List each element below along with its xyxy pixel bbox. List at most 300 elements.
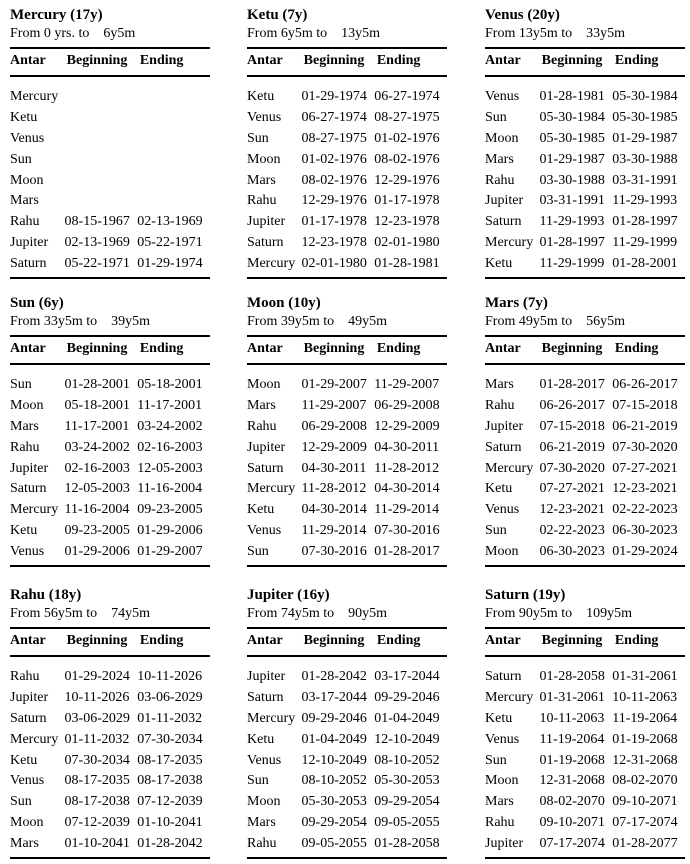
antar-cell: Moon — [485, 130, 519, 146]
table-row — [485, 108, 685, 129]
ending-cell: 11-17-2001 — [137, 397, 203, 413]
range-to: 56y5m — [586, 314, 626, 329]
range-from: From 6y5m to — [247, 26, 328, 41]
antar-cell: Venus — [10, 130, 45, 146]
ending-cell: 01-19-2068 — [612, 731, 678, 747]
table-row — [247, 792, 447, 813]
ending-cell: 03-24-2002 — [137, 418, 203, 434]
antar-cell: Saturn — [247, 460, 284, 476]
table-row — [485, 87, 685, 108]
range-from: From 39y5m to — [247, 314, 335, 329]
beginning-cell — [65, 129, 138, 150]
beginning-cell: 06-21-2019 — [539, 439, 605, 455]
ending-cell: 12-05-2003 — [137, 460, 203, 476]
ending-cell: 01-29-2024 — [612, 544, 678, 560]
ending-cell: 01-04-2049 — [374, 710, 440, 726]
header-antar: Antar — [485, 633, 521, 648]
beginning-cell: 09-29-2054 — [301, 815, 367, 831]
table-row — [10, 254, 210, 275]
table-header — [10, 337, 210, 363]
ending-cell: 05-22-1971 — [137, 235, 203, 251]
antar-cell: Ketu — [485, 481, 513, 497]
antar-cell: Jupiter — [10, 235, 49, 251]
antar-cell: Mercury — [10, 731, 59, 747]
table-row — [247, 834, 447, 855]
ending-cell: 04-30-2011 — [374, 439, 440, 455]
table-row — [247, 150, 447, 171]
period-title: Sun (6y) — [10, 295, 64, 311]
table-row — [10, 87, 210, 108]
beginning-cell: 02-16-2003 — [64, 460, 130, 476]
beginning-cell: 03-31-1991 — [539, 193, 605, 209]
antar-cell: Ketu — [485, 256, 513, 272]
ending-cell: 08-10-2052 — [374, 752, 440, 768]
beginning-cell: 07-30-2034 — [64, 752, 130, 768]
table-row — [485, 813, 685, 834]
table-row — [485, 479, 685, 500]
ending-cell: 01-29-2006 — [137, 523, 203, 539]
ending-cell: 03-17-2044 — [374, 669, 440, 684]
antar-cell: Jupiter — [10, 460, 49, 476]
antar-cell: Rahu — [247, 418, 277, 434]
beginning-cell: 07-30-2020 — [539, 460, 605, 476]
antar-cell: Jupiter — [247, 669, 286, 684]
table-row — [247, 459, 447, 480]
ending-cell — [137, 150, 210, 171]
beginning-cell: 01-29-2007 — [301, 377, 367, 392]
antar-cell: Mars — [10, 193, 39, 209]
antar-cell: Mercury — [485, 235, 534, 251]
ending-cell: 01-28-1997 — [612, 214, 678, 230]
table-row — [485, 212, 685, 233]
ending-cell: 07-30-2034 — [137, 731, 203, 747]
antar-cell: Sun — [10, 377, 32, 392]
ending-cell: 05-18-2001 — [137, 377, 203, 392]
antar-cell: Rahu — [247, 836, 277, 852]
table-row — [485, 375, 685, 396]
table-row — [10, 459, 210, 480]
beginning-cell: 04-30-2011 — [301, 460, 367, 476]
header-antar: Antar — [247, 633, 283, 648]
range-to: 109y5m — [586, 606, 633, 621]
beginning-cell: 12-29-1976 — [301, 193, 367, 209]
table-row — [247, 233, 447, 254]
header-antar: Antar — [10, 53, 46, 68]
beginning-cell: 01-02-1976 — [301, 151, 367, 167]
antar-cell: Rahu — [10, 669, 40, 684]
beginning-cell: 01-28-1981 — [539, 89, 605, 104]
beginning-cell: 01-28-2017 — [539, 377, 605, 392]
beginning-cell: 09-29-2046 — [301, 710, 367, 726]
antar-cell: Sun — [247, 544, 269, 560]
range-to: 49y5m — [348, 314, 388, 329]
table-row — [10, 709, 210, 730]
ending-cell: 03-30-1988 — [612, 151, 678, 167]
table-row — [10, 500, 210, 521]
header-ending: Ending — [376, 341, 421, 356]
period-title: Saturn (19y) — [485, 587, 566, 603]
table-row — [485, 233, 685, 254]
ending-cell: 08-02-2070 — [612, 773, 678, 789]
range-from: From 0 yrs. to — [10, 26, 90, 41]
beginning-cell: 05-30-1985 — [539, 130, 605, 146]
range-to: 6y5m — [103, 26, 136, 41]
period-block — [247, 6, 447, 279]
beginning-cell: 08-17-2035 — [64, 773, 130, 789]
table-rule-bottom — [247, 277, 447, 279]
period-range — [247, 312, 447, 331]
ending-cell: 07-15-2018 — [612, 397, 678, 413]
table-row — [485, 150, 685, 171]
table-row — [485, 500, 685, 521]
header-ending: Ending — [614, 633, 659, 648]
table-row — [247, 191, 447, 212]
ending-cell: 01-11-2032 — [137, 710, 203, 726]
ending-cell: 05-30-2053 — [374, 773, 440, 789]
beginning-cell: 11-19-2064 — [539, 731, 605, 747]
beginning-cell: 02-22-2023 — [539, 523, 605, 539]
ending-cell: 06-21-2019 — [612, 418, 678, 434]
ending-cell: 11-29-2014 — [374, 502, 440, 518]
beginning-cell: 10-11-2063 — [539, 710, 605, 726]
ending-cell: 01-02-1976 — [374, 130, 440, 146]
beginning-cell: 01-31-2061 — [539, 689, 605, 705]
header-beginning: Beginning — [541, 341, 603, 356]
antar-cell: Saturn — [485, 669, 522, 684]
period-title: Mercury (17y) — [10, 7, 103, 23]
table-rule-bottom — [485, 277, 685, 279]
range-from: From 56y5m to — [10, 606, 98, 621]
beginning-cell: 07-27-2021 — [539, 481, 605, 497]
table-row — [485, 171, 685, 192]
beginning-cell: 07-17-2074 — [539, 836, 605, 852]
table-row — [10, 479, 210, 500]
table-row — [485, 129, 685, 150]
ending-cell — [137, 129, 210, 150]
antar-cell: Mars — [485, 151, 514, 167]
period-title: Moon (10y) — [247, 295, 321, 311]
antar-cell: Mercury — [247, 481, 296, 497]
table-row — [247, 688, 447, 709]
antar-cell: Mars — [247, 172, 276, 188]
table-rule-mid — [10, 363, 210, 365]
ending-cell: 07-30-2016 — [374, 523, 440, 539]
antar-cell: Venus — [485, 731, 520, 747]
period-title: Venus (20y) — [485, 7, 560, 23]
table-row — [10, 233, 210, 254]
header-beginning: Beginning — [303, 53, 365, 68]
table-header — [485, 337, 685, 363]
table-header — [485, 49, 685, 75]
header-ending: Ending — [614, 53, 659, 68]
ending-cell: 10-11-2063 — [612, 689, 678, 705]
beginning-cell: 07-12-2039 — [64, 815, 130, 831]
period-block — [485, 294, 685, 567]
antar-cell: Jupiter — [10, 689, 49, 705]
ending-cell: 05-30-1985 — [612, 109, 678, 125]
table-row — [247, 667, 447, 688]
antar-cell: Saturn — [247, 689, 284, 705]
range-to: 74y5m — [111, 606, 151, 621]
ending-cell: 12-29-2009 — [374, 418, 440, 434]
antar-cell: Venus — [10, 773, 45, 789]
period-title: Rahu (18y) — [10, 587, 82, 603]
antar-cell: Venus — [247, 109, 282, 125]
table-row — [485, 459, 685, 480]
table-rule-bottom — [10, 857, 210, 859]
beginning-cell: 01-17-1978 — [301, 214, 367, 230]
antar-cell: Ketu — [10, 752, 38, 768]
header-ending: Ending — [139, 53, 184, 68]
table-row — [485, 730, 685, 751]
antar-cell: Mars — [10, 418, 39, 434]
table-row — [485, 417, 685, 438]
antar-cell: Mars — [485, 794, 514, 810]
table-rule-bottom — [10, 277, 210, 279]
ending-cell: 01-31-2061 — [612, 669, 678, 684]
period-block — [247, 586, 447, 859]
antar-cell: Mercury — [247, 710, 296, 726]
range-from: From 13y5m to — [485, 26, 573, 41]
antar-cell: Mars — [247, 397, 276, 413]
beginning-cell: 06-29-2008 — [301, 418, 367, 434]
antar-cell: Mars — [10, 836, 39, 852]
table-row — [485, 688, 685, 709]
ending-cell: 11-29-1999 — [612, 235, 678, 251]
period-block — [485, 6, 685, 279]
table-row — [10, 834, 210, 855]
beginning-cell: 07-15-2018 — [539, 418, 605, 434]
ending-cell: 11-29-1993 — [612, 193, 678, 209]
table-row — [10, 108, 210, 129]
antar-cell: Jupiter — [485, 193, 524, 209]
range-from: From 33y5m to — [10, 314, 98, 329]
ending-cell: 08-02-1976 — [374, 151, 440, 167]
table-row — [485, 521, 685, 542]
antar-cell: Sun — [10, 151, 32, 167]
header-beginning: Beginning — [66, 341, 128, 356]
table-row — [247, 417, 447, 438]
antar-cell: Sun — [10, 794, 32, 810]
table-row — [485, 751, 685, 772]
beginning-cell: 03-17-2044 — [301, 689, 367, 705]
antar-cell: Rahu — [10, 214, 40, 230]
table-rule-bottom — [485, 857, 685, 859]
beginning-cell — [65, 191, 138, 212]
ending-cell: 03-06-2029 — [137, 689, 203, 705]
ending-cell: 09-05-2055 — [374, 815, 440, 831]
antar-cell: Ketu — [10, 523, 38, 539]
period-title: Ketu (7y) — [247, 7, 308, 23]
period-range — [247, 24, 447, 43]
period-range — [485, 604, 685, 623]
table-row — [10, 417, 210, 438]
ending-cell: 06-29-2008 — [374, 397, 440, 413]
table-header — [10, 629, 210, 655]
beginning-cell — [65, 87, 138, 108]
table-row — [10, 688, 210, 709]
beginning-cell: 01-29-2024 — [64, 669, 130, 684]
table-row — [10, 667, 210, 688]
table-rule-bottom — [247, 565, 447, 567]
beginning-cell: 01-11-2032 — [64, 731, 130, 747]
ending-cell: 06-27-1974 — [374, 89, 440, 104]
antar-cell: Mercury — [485, 689, 534, 705]
table-row — [247, 709, 447, 730]
beginning-cell: 04-30-2014 — [301, 502, 367, 518]
ending-cell: 11-29-2007 — [374, 377, 440, 392]
ending-cell: 01-28-2058 — [374, 836, 440, 852]
ending-cell: 07-17-2074 — [612, 815, 678, 831]
antar-cell: Saturn — [485, 439, 522, 455]
antar-cell: Saturn — [10, 710, 47, 726]
table-row — [247, 212, 447, 233]
ending-cell: 12-29-1976 — [374, 172, 440, 188]
antar-cell: Saturn — [10, 256, 47, 272]
header-ending: Ending — [139, 633, 184, 648]
header-antar: Antar — [485, 341, 521, 356]
header-beginning: Beginning — [303, 633, 365, 648]
beginning-cell: 03-06-2029 — [64, 710, 130, 726]
antar-cell: Rahu — [10, 439, 40, 455]
antar-cell: Venus — [10, 544, 45, 560]
period-block — [247, 294, 447, 567]
antar-cell: Mercury — [247, 256, 296, 272]
range-from: From 74y5m to — [247, 606, 335, 621]
ending-cell: 11-19-2064 — [612, 710, 678, 726]
period-range — [247, 604, 447, 623]
beginning-cell: 12-29-2009 — [301, 439, 367, 455]
antar-cell: Venus — [485, 89, 520, 104]
table-rule-bottom — [247, 857, 447, 859]
beginning-cell: 01-28-1997 — [539, 235, 605, 251]
table-rule-mid — [10, 75, 210, 77]
antar-cell: Sun — [247, 773, 269, 789]
antar-cell: Sun — [247, 130, 269, 146]
antar-cell: Rahu — [485, 397, 515, 413]
ending-cell: 11-16-2004 — [137, 481, 203, 497]
range-from: From 49y5m to — [485, 314, 573, 329]
table-row — [247, 129, 447, 150]
ending-cell: 06-26-2017 — [612, 377, 678, 392]
beginning-cell: 08-27-1975 — [301, 130, 367, 146]
beginning-cell: 09-23-2005 — [64, 523, 130, 539]
ending-cell: 06-30-2023 — [612, 523, 678, 539]
ending-cell: 12-23-2021 — [612, 481, 678, 497]
beginning-cell: 01-29-1987 — [539, 151, 605, 167]
ending-cell: 09-29-2054 — [374, 794, 440, 810]
period-block — [10, 6, 210, 279]
ending-cell: 09-29-2046 — [374, 689, 440, 705]
header-ending: Ending — [614, 341, 659, 356]
header-beginning: Beginning — [303, 341, 365, 356]
table-row — [247, 730, 447, 751]
table-row — [10, 813, 210, 834]
beginning-cell: 01-29-2006 — [64, 544, 130, 560]
ending-cell: 03-31-1991 — [612, 172, 678, 188]
table-row — [247, 171, 447, 192]
beginning-cell: 01-28-2001 — [64, 377, 130, 392]
table-rule-mid — [247, 655, 447, 657]
table-row — [10, 212, 210, 233]
header-antar: Antar — [10, 633, 46, 648]
header-beginning: Beginning — [541, 633, 603, 648]
table-row — [485, 667, 685, 688]
header-antar: Antar — [485, 53, 521, 68]
header-antar: Antar — [247, 53, 283, 68]
ending-cell: 12-10-2049 — [374, 731, 440, 747]
ending-cell: 04-30-2014 — [374, 481, 440, 497]
table-header — [485, 629, 685, 655]
antar-cell: Saturn — [485, 214, 522, 230]
beginning-cell: 06-27-1974 — [301, 109, 367, 125]
antar-cell: Rahu — [247, 193, 277, 209]
table-rule-bottom — [485, 565, 685, 567]
table-rule-mid — [247, 75, 447, 77]
ending-cell: 11-28-2012 — [374, 460, 440, 476]
ending-cell — [137, 108, 210, 129]
table-rule-mid — [247, 363, 447, 365]
beginning-cell: 01-10-2041 — [64, 836, 130, 852]
table-row — [485, 709, 685, 730]
table-row — [10, 751, 210, 772]
period-block — [10, 586, 210, 859]
antar-cell: Rahu — [485, 172, 515, 188]
antar-cell: Venus — [247, 752, 282, 768]
antar-cell: Venus — [247, 523, 282, 539]
period-range — [10, 312, 210, 331]
antar-cell: Mars — [247, 815, 276, 831]
header-beginning: Beginning — [66, 53, 128, 68]
beginning-cell: 01-28-2042 — [301, 669, 367, 684]
table-row — [247, 771, 447, 792]
antar-cell: Sun — [485, 523, 507, 539]
table-row — [247, 375, 447, 396]
beginning-cell: 03-24-2002 — [64, 439, 130, 455]
table-row — [10, 730, 210, 751]
table-row — [485, 438, 685, 459]
table-row — [247, 438, 447, 459]
beginning-cell: 01-04-2049 — [301, 731, 367, 747]
beginning-cell: 08-02-1976 — [301, 172, 367, 188]
range-to: 90y5m — [348, 606, 388, 621]
antar-cell: Mercury — [10, 502, 59, 518]
antar-cell: Jupiter — [247, 439, 286, 455]
beginning-cell — [65, 150, 138, 171]
beginning-cell: 11-29-1999 — [539, 256, 605, 272]
table-row — [485, 542, 685, 563]
beginning-cell: 02-13-1969 — [64, 235, 130, 251]
table-rule-mid — [10, 655, 210, 657]
antar-cell: Mars — [485, 377, 514, 392]
table-row — [10, 771, 210, 792]
table-row — [485, 254, 685, 275]
ending-cell: 01-28-2042 — [137, 836, 203, 852]
antar-cell: Ketu — [247, 502, 275, 518]
header-beginning: Beginning — [541, 53, 603, 68]
table-row — [485, 771, 685, 792]
table-rule-mid — [485, 363, 685, 365]
header-beginning: Beginning — [66, 633, 128, 648]
ending-cell: 05-30-1984 — [612, 89, 678, 104]
range-from: From 90y5m to — [485, 606, 573, 621]
beginning-cell: 12-05-2003 — [64, 481, 130, 497]
table-row — [485, 191, 685, 212]
table-row — [485, 834, 685, 855]
ending-cell: 01-28-2077 — [612, 836, 678, 852]
ending-cell: 12-31-2068 — [612, 752, 678, 768]
table-row — [10, 191, 210, 212]
